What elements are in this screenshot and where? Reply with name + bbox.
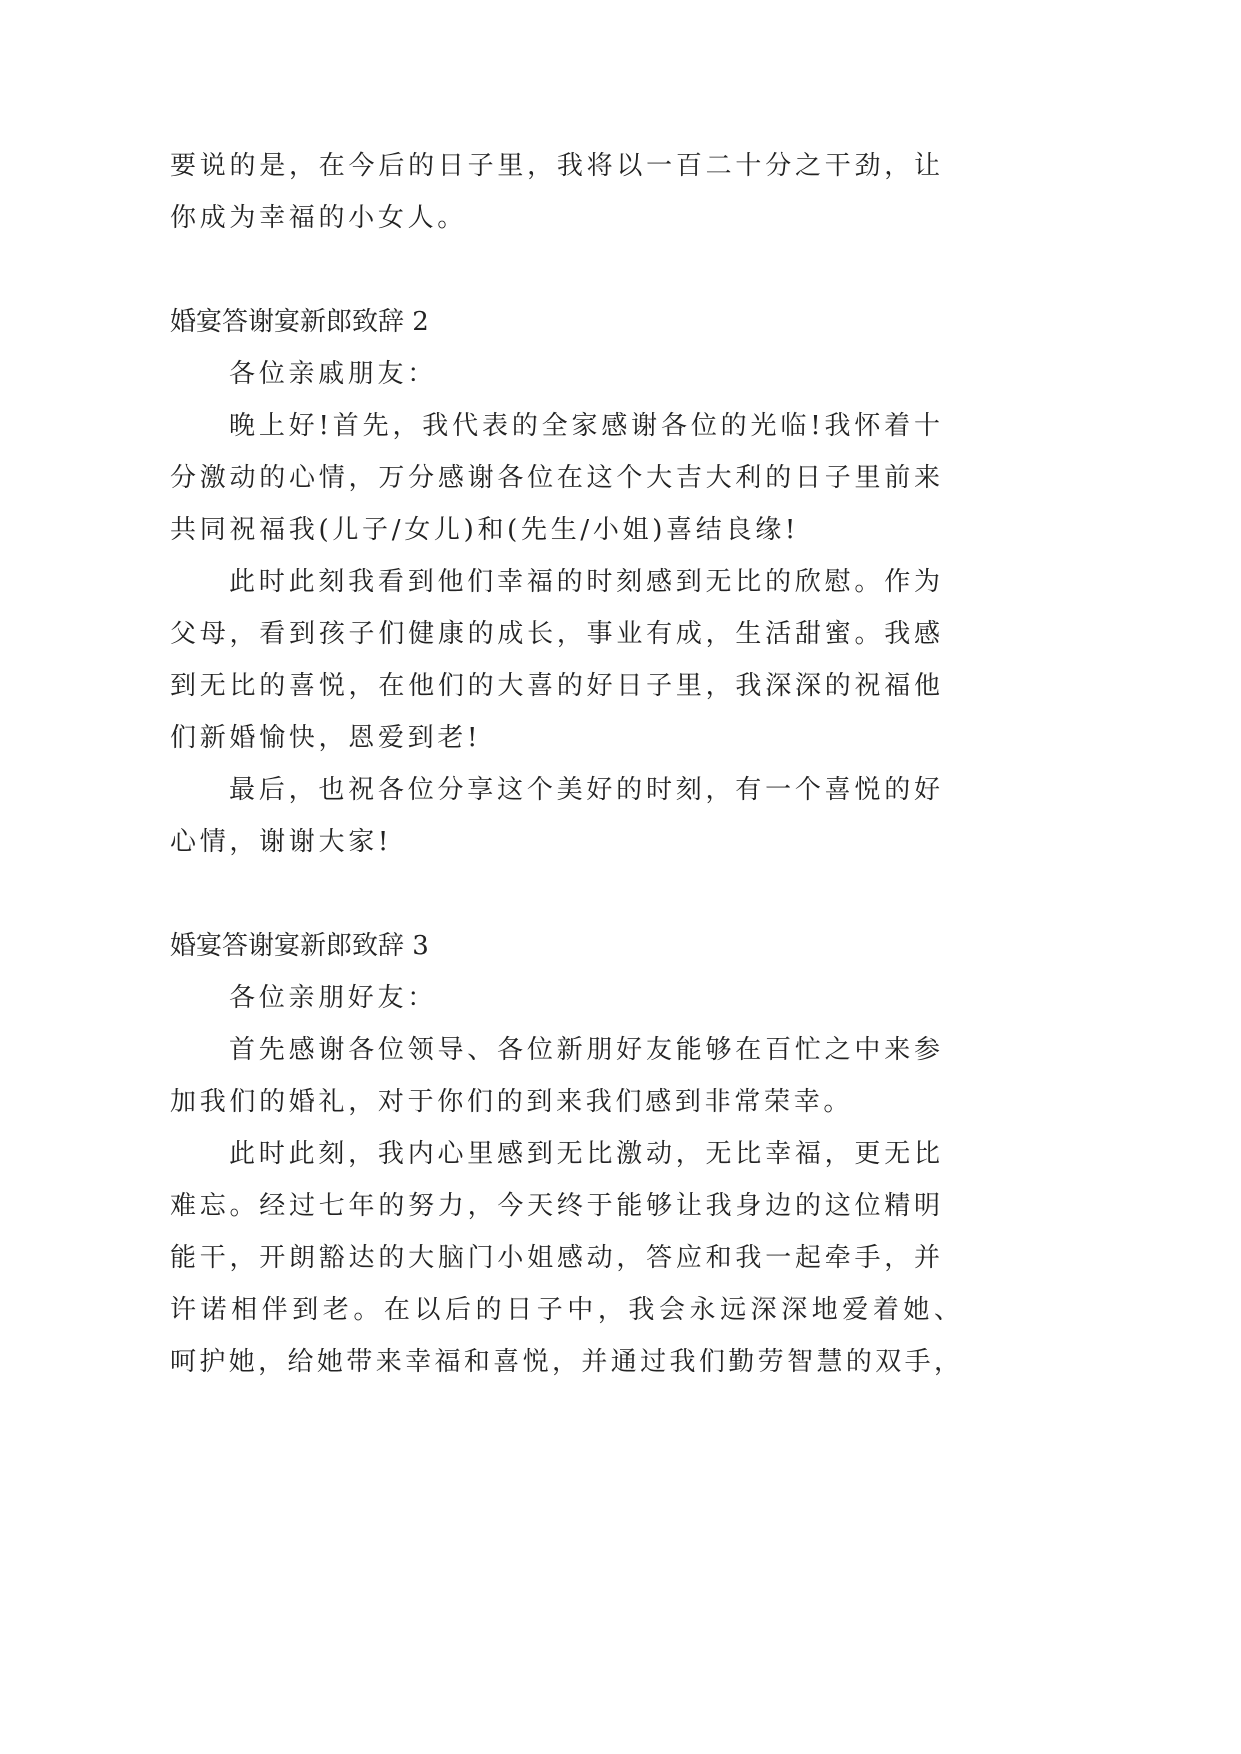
paragraph-line: 首先感谢各位领导、各位新朋好友能够在百忙之中来参: [229, 1035, 940, 1065]
paragraph-line: 许诺相伴到老。在以后的日子中，我会永远深深地爱着她、: [170, 1295, 960, 1325]
paragraph-line: 能干，开朗豁达的大脑门小姐感动，答应和我一起牵手，并: [170, 1243, 940, 1273]
paragraph-line: 你成为幸福的小女人。: [170, 203, 468, 233]
continued-paragraph: [170, 140, 940, 244]
paragraph-line: 父母，看到孩子们健康的成长，事业有成，生活甜蜜。我感: [170, 619, 940, 649]
paragraph: [170, 764, 940, 868]
paragraph-line: 难忘。经过七年的努力，今天终于能够让我身边的这位精明: [170, 1191, 940, 1221]
section-heading: 婚宴答谢宴新郎致辞 2: [170, 307, 429, 337]
document-body: [170, 140, 960, 1388]
section-heading: 婚宴答谢宴新郎致辞 3: [170, 931, 429, 961]
paragraph: [170, 1128, 960, 1388]
paragraph-line: 此时此刻，我内心里感到无比激动，无比幸福，更无比: [229, 1139, 940, 1169]
paragraph: [170, 1024, 940, 1128]
paragraph-line: 分激动的心情，万分感谢各位在这个大吉大利的日子里前来: [170, 463, 940, 493]
paragraph-line: 们新婚愉快，恩爱到老!: [170, 723, 482, 753]
speech-section-2: [170, 296, 940, 868]
paragraph-line: 呵护她，给她带来幸福和喜悦，并通过我们勤劳智慧的双手，: [170, 1347, 960, 1377]
paragraph-line: 晚上好!首先，我代表的全家感谢各位的光临!我怀着十: [229, 411, 940, 441]
paragraph-line: 心情，谢谢大家!: [170, 827, 393, 857]
paragraph-line: 要说的是，在今后的日子里，我将以一百二十分之干劲，让: [170, 151, 940, 181]
paragraph: [170, 400, 940, 556]
paragraph-line: 最后，也祝各位分享这个美好的时刻，有一个喜悦的好: [229, 775, 940, 805]
paragraph-line: 加我们的婚礼，对于你们的到来我们感到非常荣幸。: [170, 1087, 854, 1117]
paragraph: [170, 556, 940, 764]
speech-section-3: [170, 920, 960, 1388]
paragraph-line: 此时此刻我看到他们幸福的时刻感到无比的欣慰。作为: [229, 567, 940, 597]
paragraph-line: 到无比的喜悦，在他们的大喜的好日子里，我深深的祝福他: [170, 671, 940, 701]
paragraph-line: 共同祝福我(儿子/女儿)和(先生/小姐)喜结良缘!: [170, 515, 800, 545]
salutation: 各位亲戚朋友：: [229, 359, 437, 389]
salutation: 各位亲朋好友：: [229, 983, 437, 1013]
